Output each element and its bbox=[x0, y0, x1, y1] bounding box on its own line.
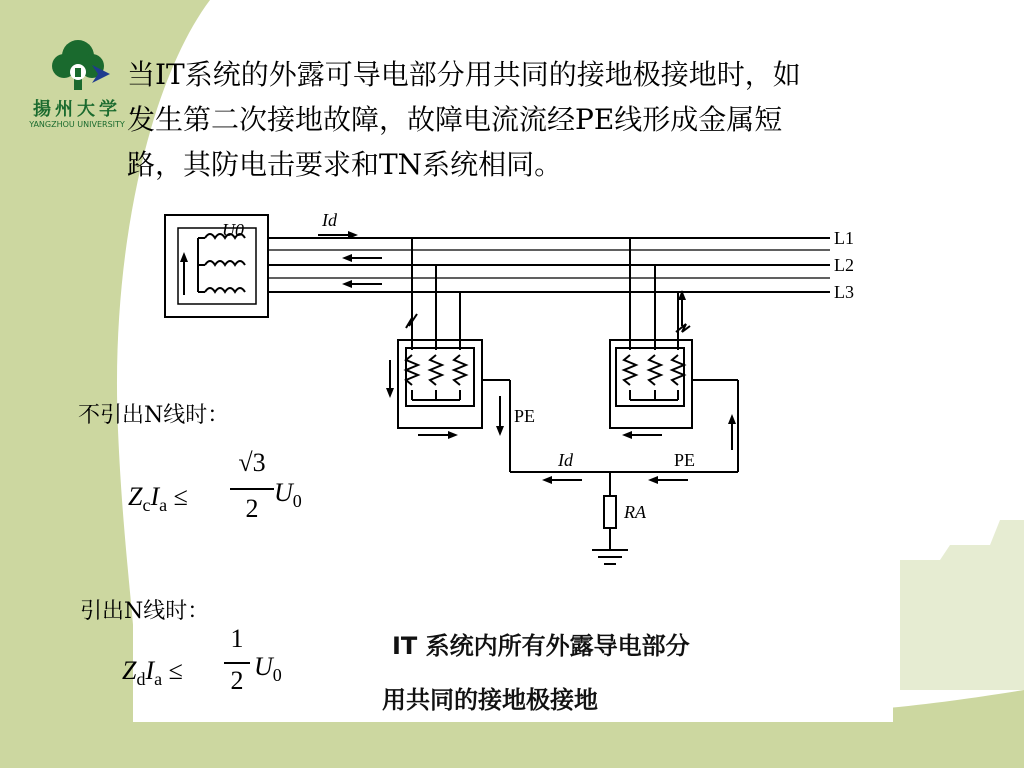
pe-arrow-right-bottom bbox=[648, 476, 688, 484]
formula-1-fraction-bar bbox=[230, 488, 274, 490]
under-arrow-right bbox=[622, 431, 662, 439]
formula-1-numerator: √3 bbox=[238, 448, 266, 477]
return-arrow-right bbox=[342, 280, 382, 288]
formula-1-denominator: 2 bbox=[245, 494, 259, 523]
current-label-top: Id bbox=[322, 210, 337, 230]
return-arrow-left bbox=[342, 254, 382, 262]
formula-2: $Z_dI_a$ ≤ bbox=[122, 656, 183, 690]
transformer-box bbox=[165, 215, 268, 317]
line-l1-label: L1 bbox=[834, 228, 854, 248]
load-left bbox=[398, 238, 482, 428]
with-n-line-label: 引出N线时： bbox=[80, 599, 210, 624]
formula-2-numerator: 1 bbox=[230, 624, 244, 653]
transformer-coils bbox=[198, 234, 245, 292]
under-arrow-left bbox=[418, 431, 458, 439]
resistor-label: RA bbox=[624, 502, 646, 522]
current-label-bottom: Id bbox=[558, 450, 573, 470]
city-silhouette bbox=[900, 520, 1024, 690]
pe-arrow-down bbox=[496, 396, 504, 436]
formula-2-fraction-bar bbox=[224, 662, 250, 664]
formula-2-denominator: 2 bbox=[230, 666, 244, 695]
slide-title-text: 当IT系统的外露可导电部分用共同的接地极接地时，如 发生第二次接地故障，故障电流流经PE线形成金属短 路，其防电击要求和TN系统相同。 bbox=[127, 58, 801, 181]
logo-chinese-name: 揚州大学 bbox=[33, 99, 121, 120]
fault-arrow-left bbox=[386, 360, 394, 398]
fault-arrow-right bbox=[678, 290, 686, 326]
formula-1-rhs: $U_0$ bbox=[274, 478, 302, 512]
pe-arrow-up bbox=[728, 414, 736, 450]
coil-up-arrow bbox=[180, 252, 188, 295]
diagram-caption-line-2: 用共同的接地极接地 bbox=[382, 686, 598, 714]
load-right bbox=[610, 238, 692, 428]
logo-english-name: YANGZHOU UNIVERSITY bbox=[29, 120, 125, 129]
line-l3-label: L3 bbox=[834, 282, 854, 302]
pe-label-left: PE bbox=[514, 406, 536, 426]
formula-1: $Z_cI_a$ ≤ bbox=[128, 482, 188, 516]
formula-2-rhs: $U_0$ bbox=[254, 652, 282, 686]
source-voltage-label: U0 bbox=[222, 220, 244, 240]
pe-arrow-left bbox=[542, 476, 582, 484]
bullet-arrow-icon bbox=[90, 63, 112, 85]
no-n-line-label: 不引出N线时： bbox=[78, 403, 230, 428]
line-l2-label: L2 bbox=[834, 255, 854, 275]
diagram-caption-line-1: IT 系统内所有外露导电部分 bbox=[392, 632, 690, 660]
pe-label-right: PE bbox=[674, 450, 696, 470]
